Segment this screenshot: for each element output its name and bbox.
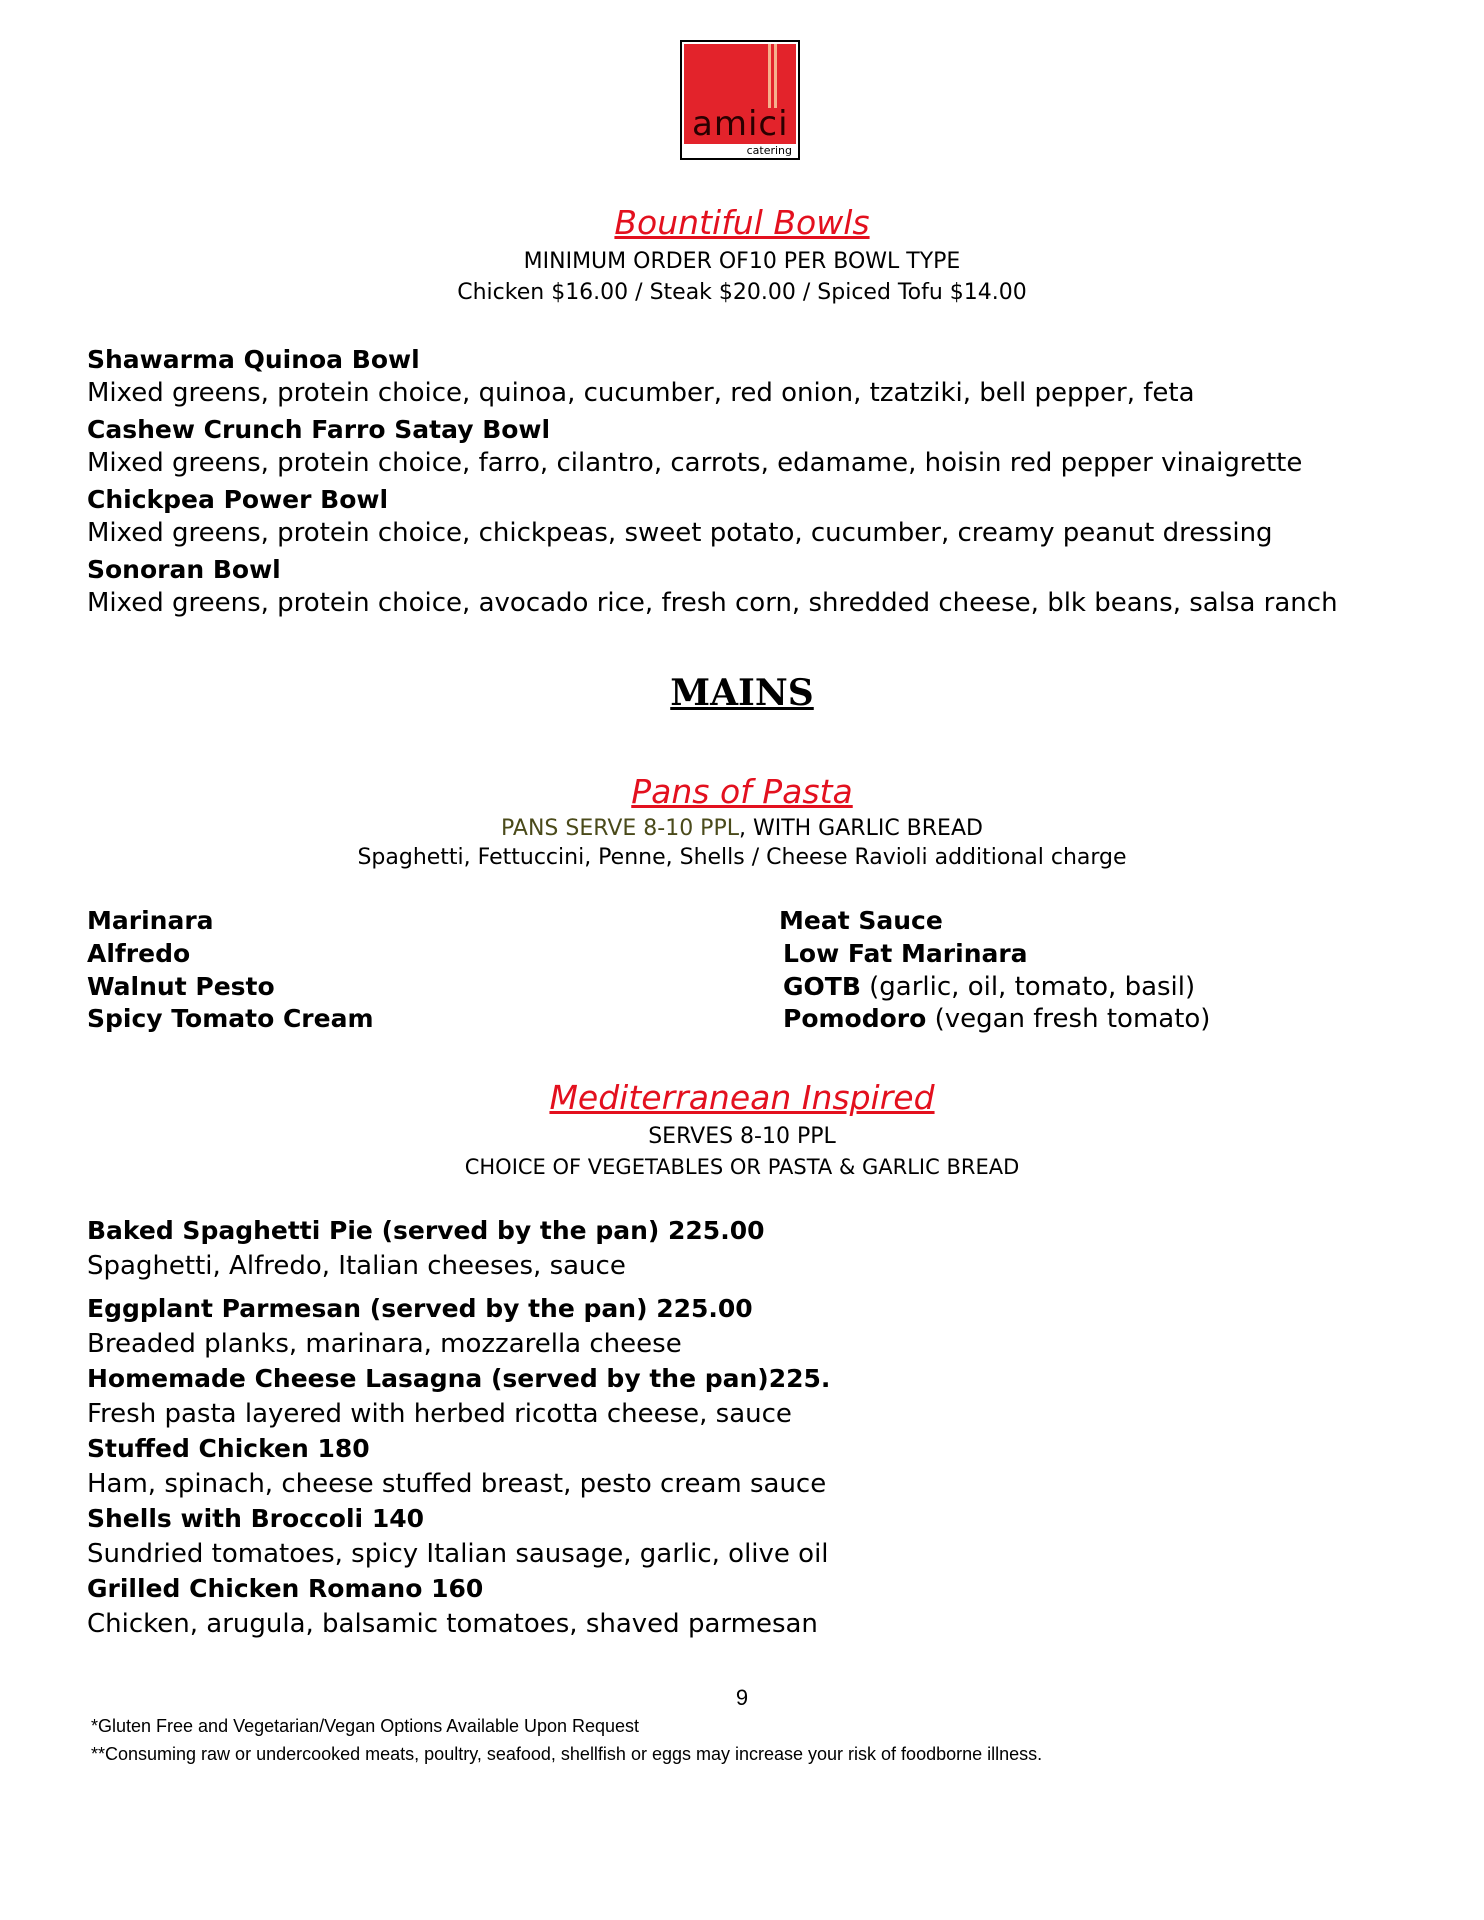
logo-stripe (768, 44, 771, 108)
pasta-sauce (779, 906, 943, 935)
main-dish-description: Ham, spinach, cheese stuffed breast, pesto cream sauce (87, 1469, 827, 1499)
pasta-sauce: Alfredo (87, 939, 191, 968)
pasta-serves-count: PANS SERVE 8-10 PPL (501, 816, 739, 841)
main-dish-name: Baked Spaghetti Pie (served by the pan) 225.00 (87, 1216, 765, 1245)
mains-heading: MAINS (670, 672, 814, 714)
sauce-name: Low Fat Marinara (783, 939, 1028, 968)
sauce-name: Meat Sauce (779, 906, 943, 935)
main-dish-description: Spaghetti, Alfredo, Italian cheeses, sauce (87, 1251, 626, 1281)
pasta-title: Pans of Pasta (631, 772, 853, 811)
pasta-sauce (783, 939, 1028, 968)
main-dish-name: Homemade Cheese Lasagna (served by the pan)225. (87, 1364, 831, 1393)
food-safety-note: **Consuming raw or undercooked meats, poultry, seafood, shellfish or eggs may increase your risk of foodborne illness. (91, 1744, 1043, 1764)
bowl-name: Cashew Crunch Farro Satay Bowl (87, 415, 551, 444)
pasta-sauce (783, 1004, 1210, 1034)
main-dish-description: Breaded planks, marinara, mozzarella cheese (87, 1329, 682, 1359)
pasta-sauce: Walnut Pesto (87, 972, 275, 1001)
sauce-name: Pomodoro (783, 1004, 927, 1033)
logo-subtitle: catering (746, 144, 792, 157)
main-dish-description: Chicken, arugula, balsamic tomatoes, shaved parmesan (87, 1609, 818, 1639)
pasta-sauce: Marinara (87, 906, 214, 935)
med-choice: CHOICE OF VEGETABLES OR PASTA & GARLIC BREAD (464, 1155, 1020, 1179)
logo-wordmark: amici (692, 104, 789, 144)
pasta-serves-bread: , WITH GARLIC BREAD (738, 816, 983, 841)
main-dish-name: Stuffed Chicken 180 (87, 1434, 370, 1463)
med-serves: SERVES 8-10 PPL (648, 1124, 836, 1149)
sauce-note: (vegan fresh tomato) (926, 1004, 1211, 1034)
pasta-sauce (783, 972, 1195, 1002)
amici-catering-logo (680, 40, 800, 160)
bowls-prices: Chicken $16.00 / Steak $20.00 / Spiced Tofu $14.00 (457, 280, 1027, 305)
pasta-serves (0, 816, 1484, 841)
dietary-note: *Gluten Free and Vegetarian/Vegan Options Available Upon Request (91, 1716, 640, 1736)
pasta-types: Spaghetti, Fettuccini, Penne, Shells / Cheese Ravioli additional charge (357, 845, 1127, 870)
bowl-name: Sonoran Bowl (87, 555, 281, 584)
logo-stripe (774, 44, 777, 108)
bowl-description: Mixed greens, protein choice, avocado rice, fresh corn, shredded cheese, blk beans, salsa ranch (87, 588, 1338, 618)
bowls-min-order: MINIMUM ORDER OF10 PER BOWL TYPE (523, 249, 961, 274)
sauce-note: (garlic, oil, tomato, basil) (860, 972, 1196, 1002)
main-dish-name: Shells with Broccoli 140 (87, 1504, 424, 1533)
bowl-name: Shawarma Quinoa Bowl (87, 345, 420, 374)
page-number: 9 (735, 1685, 749, 1710)
bowl-name: Chickpea Power Bowl (87, 485, 389, 514)
main-dish-description: Fresh pasta layered with herbed ricotta cheese, sauce (87, 1399, 792, 1429)
main-dish-name: Grilled Chicken Romano 160 (87, 1574, 484, 1603)
bowls-title: Bountiful Bowls (614, 203, 870, 242)
bowl-description: Mixed greens, protein choice, chickpeas, sweet potato, cucumber, creamy peanut dressing (87, 518, 1273, 548)
main-dish-name: Eggplant Parmesan (served by the pan) 225.00 (87, 1294, 753, 1323)
med-title: Mediterranean Inspired (549, 1078, 935, 1117)
main-dish-description: Sundried tomatoes, spicy Italian sausage, garlic, olive oil (87, 1539, 829, 1569)
sauce-name: GOTB (783, 972, 861, 1001)
bowl-description: Mixed greens, protein choice, quinoa, cucumber, red onion, tzatziki, bell pepper, feta (87, 378, 1195, 408)
bowl-description: Mixed greens, protein choice, farro, cilantro, carrots, edamame, hoisin red pepper vinaigrette (87, 448, 1303, 478)
pasta-sauce: Spicy Tomato Cream (87, 1004, 374, 1033)
